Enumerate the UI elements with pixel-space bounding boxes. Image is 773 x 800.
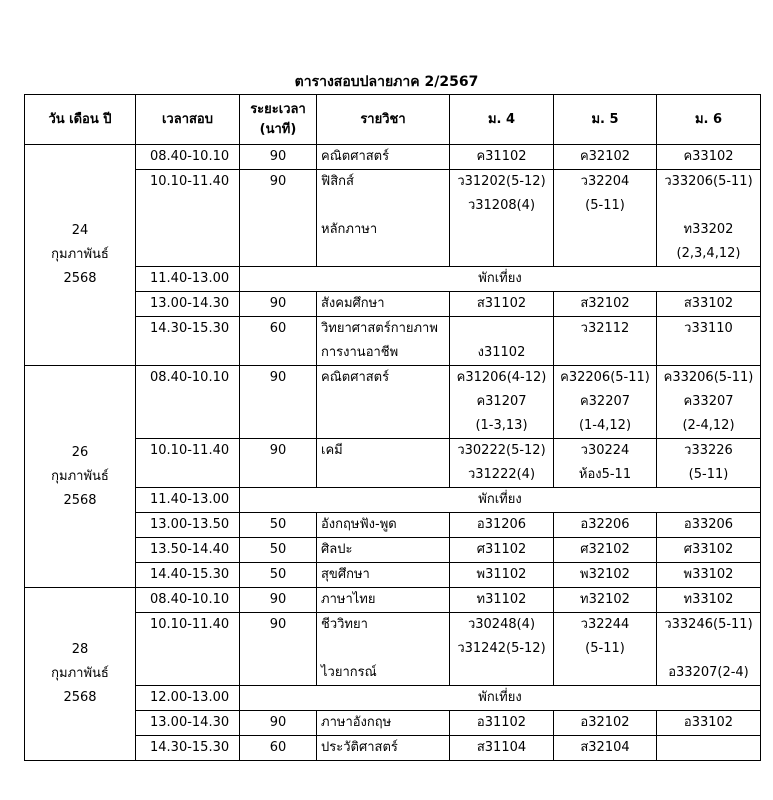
time-cell: 11.40-13.00 bbox=[136, 267, 240, 292]
m6-cell bbox=[657, 513, 761, 538]
m6-line: (2,3,4,12) bbox=[676, 246, 741, 261]
subject-cell bbox=[317, 366, 450, 439]
m6-line: ค33102 bbox=[683, 149, 734, 164]
m6-line: ท33202 bbox=[683, 222, 734, 237]
m6-line: ว33206(5-11) bbox=[664, 174, 753, 189]
m5-cell bbox=[554, 317, 657, 366]
m4-line: ส31102 bbox=[476, 296, 527, 311]
m5-line bbox=[558, 242, 652, 266]
m6-cell bbox=[657, 170, 761, 267]
m5-cell bbox=[554, 711, 657, 736]
m4-cell bbox=[450, 513, 554, 538]
header-m4: ม. 4 bbox=[450, 95, 554, 145]
m6-cell bbox=[657, 366, 761, 439]
m4-line: ว31242(5-12) bbox=[457, 641, 546, 656]
m5-line: ศ32102 bbox=[580, 542, 630, 557]
m4-line: อ31102 bbox=[476, 715, 527, 730]
m4-cell bbox=[450, 292, 554, 317]
m5-line bbox=[558, 661, 652, 685]
header-subject: รายวิชา bbox=[317, 95, 450, 145]
m4-cell bbox=[450, 736, 554, 761]
subject-cell bbox=[317, 145, 450, 170]
subject-line: หลักภาษา bbox=[321, 222, 378, 237]
exam-schedule-table bbox=[24, 94, 761, 761]
duration-cell: 90 bbox=[240, 366, 317, 439]
subject-line: ศิลปะ bbox=[321, 542, 353, 557]
m6-line bbox=[661, 637, 756, 661]
m5-cell bbox=[554, 292, 657, 317]
page-title: ตารางสอบปลายภาค 2/2567 bbox=[294, 74, 479, 90]
subject-line bbox=[321, 463, 445, 487]
table-row bbox=[25, 145, 761, 170]
date-day: 24 bbox=[71, 223, 89, 238]
m6-line: ว33226 bbox=[684, 443, 733, 458]
m4-line bbox=[454, 661, 549, 685]
lunch-break-cell: พักเที่ยง bbox=[240, 488, 761, 513]
m5-cell bbox=[554, 563, 657, 588]
m4-line: ว30248(4) bbox=[467, 617, 536, 632]
m6-line bbox=[661, 341, 756, 365]
subject-line: ฟิสิกส์ bbox=[321, 174, 354, 189]
m4-line bbox=[454, 218, 549, 242]
m5-cell bbox=[554, 170, 657, 267]
subject-line: วิทยาศาสตร์กายภาพ bbox=[321, 321, 438, 336]
header-row bbox=[25, 95, 761, 145]
m6-cell bbox=[657, 145, 761, 170]
date-month: กุมภาพันธ์ bbox=[51, 666, 109, 681]
m5-line: (1-4,12) bbox=[578, 418, 632, 433]
subject-cell bbox=[317, 588, 450, 613]
m6-line bbox=[661, 194, 756, 218]
subject-line: คณิตศาสตร์ bbox=[321, 149, 390, 164]
subject-line: ภาษาอังกฤษ bbox=[321, 715, 392, 730]
table-row bbox=[25, 588, 761, 613]
m4-cell bbox=[450, 317, 554, 366]
date-month: กุมภาพันธ์ bbox=[51, 247, 109, 262]
m5-cell bbox=[554, 538, 657, 563]
m5-line: ส32104 bbox=[580, 740, 630, 755]
duration-cell: 90 bbox=[240, 439, 317, 488]
subject-cell bbox=[317, 538, 450, 563]
header-duration-line2: (นาที) bbox=[259, 121, 297, 137]
subject-cell bbox=[317, 439, 450, 488]
subject-line: อังกฤษฟัง-พูด bbox=[321, 517, 397, 532]
m6-line: อ33102 bbox=[683, 715, 734, 730]
m5-line: ว32112 bbox=[580, 321, 630, 336]
m4-cell bbox=[450, 588, 554, 613]
m5-line: (5-11) bbox=[585, 641, 625, 656]
m4-line: ค31102 bbox=[476, 149, 527, 164]
table-row bbox=[25, 736, 761, 761]
date-cell bbox=[25, 366, 136, 588]
m5-line bbox=[558, 218, 652, 242]
subject-line: การงานอาชีพ bbox=[321, 345, 399, 360]
time-cell: 08.40-10.10 bbox=[136, 366, 240, 439]
m5-line: ห้อง5-11 bbox=[578, 467, 632, 482]
m4-line: (1-3,13) bbox=[475, 418, 528, 433]
m5-line: ว32204 bbox=[580, 174, 630, 189]
m4-line: ค31206(4-12) bbox=[456, 370, 547, 385]
lunch-break-cell: พักเที่ยง bbox=[240, 267, 761, 292]
header-time: เวลาสอบ bbox=[136, 95, 240, 145]
time-cell: 10.10-11.40 bbox=[136, 170, 240, 267]
time-cell: 10.10-11.40 bbox=[136, 613, 240, 686]
time-cell: 14.30-15.30 bbox=[136, 736, 240, 761]
m4-line: ค31207 bbox=[476, 394, 527, 409]
m4-cell bbox=[450, 439, 554, 488]
subject-cell bbox=[317, 711, 450, 736]
m5-cell bbox=[554, 513, 657, 538]
date-year: 2568 bbox=[63, 690, 97, 705]
date-year: 2568 bbox=[63, 492, 97, 508]
date-cell bbox=[25, 588, 136, 761]
table-row bbox=[25, 563, 761, 588]
m6-cell bbox=[657, 711, 761, 736]
m4-line: ศ31102 bbox=[476, 542, 527, 557]
table-row bbox=[25, 613, 761, 686]
subject-line: เคมี bbox=[321, 443, 343, 458]
date-day: 26 bbox=[71, 444, 89, 460]
subject-cell bbox=[317, 736, 450, 761]
duration-cell: 90 bbox=[240, 711, 317, 736]
date-month: กุมภาพันธ์ bbox=[51, 468, 109, 484]
m5-cell bbox=[554, 366, 657, 439]
subject-line bbox=[321, 414, 445, 438]
m5-line: อ32102 bbox=[580, 715, 630, 730]
table-row bbox=[25, 292, 761, 317]
m4-line: อ31206 bbox=[476, 517, 527, 532]
duration-cell: 90 bbox=[240, 292, 317, 317]
m5-line: ว30224 bbox=[580, 443, 630, 458]
header-m6: ม. 6 bbox=[657, 95, 761, 145]
table-row bbox=[25, 439, 761, 488]
time-cell: 13.00-13.50 bbox=[136, 513, 240, 538]
m4-cell bbox=[450, 538, 554, 563]
m4-cell bbox=[450, 613, 554, 686]
m5-line: ท32102 bbox=[580, 592, 630, 607]
m6-line: (5-11) bbox=[688, 467, 729, 482]
m4-cell bbox=[450, 563, 554, 588]
time-cell: 12.00-13.00 bbox=[136, 686, 240, 711]
m4-line: ส31104 bbox=[476, 740, 527, 755]
m5-cell bbox=[554, 588, 657, 613]
m6-line: อ33207(2-4) bbox=[668, 665, 749, 680]
header-duration bbox=[240, 95, 317, 145]
m4-line: ท31102 bbox=[476, 592, 527, 607]
m6-cell bbox=[657, 563, 761, 588]
m6-cell bbox=[657, 292, 761, 317]
m4-line: พ31102 bbox=[476, 567, 527, 582]
subject-cell bbox=[317, 613, 450, 686]
m4-line: ง31102 bbox=[477, 345, 526, 360]
subject-cell bbox=[317, 317, 450, 366]
m4-cell bbox=[450, 170, 554, 267]
m6-line: ค33206(5-11) bbox=[663, 370, 754, 385]
time-cell: 14.30-15.30 bbox=[136, 317, 240, 366]
time-cell: 08.40-10.10 bbox=[136, 145, 240, 170]
subject-line: คณิตศาสตร์ bbox=[321, 370, 390, 385]
duration-cell: 90 bbox=[240, 170, 317, 267]
m5-cell bbox=[554, 439, 657, 488]
subject-cell bbox=[317, 513, 450, 538]
m5-line: อ32206 bbox=[580, 517, 630, 532]
m4-cell bbox=[450, 711, 554, 736]
time-cell: 08.40-10.10 bbox=[136, 588, 240, 613]
lunch-row bbox=[25, 488, 761, 513]
subject-line: ชีววิทยา bbox=[321, 617, 368, 632]
date-year: 2568 bbox=[63, 271, 97, 286]
m5-line: ค32102 bbox=[579, 149, 631, 164]
m4-line bbox=[454, 317, 549, 341]
date-day: 28 bbox=[71, 642, 89, 657]
m6-line: ท33102 bbox=[683, 592, 734, 607]
table-row bbox=[25, 170, 761, 267]
m5-cell bbox=[554, 736, 657, 761]
table-row bbox=[25, 366, 761, 439]
m4-line: ว30222(5-12) bbox=[457, 443, 546, 458]
m5-line: ค32206(5-11) bbox=[560, 370, 650, 385]
subject-line: ภาษาไทย bbox=[321, 592, 376, 607]
m4-cell bbox=[450, 366, 554, 439]
m6-line: ค33207 bbox=[683, 394, 734, 409]
m6-line: ว33246(5-11) bbox=[664, 617, 753, 632]
m5-line bbox=[558, 341, 652, 365]
m4-cell bbox=[450, 145, 554, 170]
subject-cell bbox=[317, 170, 450, 267]
subject-line bbox=[321, 390, 445, 414]
duration-cell: 60 bbox=[240, 317, 317, 366]
duration-cell: 90 bbox=[240, 588, 317, 613]
time-cell: 13.50-14.40 bbox=[136, 538, 240, 563]
m4-line bbox=[454, 242, 549, 266]
table-row bbox=[25, 317, 761, 366]
m4-line: ว31202(5-12) bbox=[457, 174, 546, 189]
lunch-row bbox=[25, 267, 761, 292]
header-duration-line1: ระยะเวลา bbox=[250, 101, 306, 117]
time-cell: 10.10-11.40 bbox=[136, 439, 240, 488]
time-cell: 13.00-14.30 bbox=[136, 292, 240, 317]
duration-cell: 90 bbox=[240, 613, 317, 686]
m6-line: พ33102 bbox=[683, 567, 734, 582]
subject-line: ประวัติศาสตร์ bbox=[321, 740, 398, 755]
time-cell: 14.40-15.30 bbox=[136, 563, 240, 588]
m6-cell bbox=[657, 736, 761, 761]
subject-cell bbox=[317, 292, 450, 317]
subject-line bbox=[321, 194, 445, 218]
m5-line: พ32102 bbox=[580, 567, 630, 582]
m6-line: ว33110 bbox=[684, 321, 733, 336]
table-row bbox=[25, 513, 761, 538]
m4-line: ว31222(4) bbox=[467, 467, 536, 482]
m5-cell bbox=[554, 145, 657, 170]
subject-line: สังคมศึกษา bbox=[321, 296, 385, 311]
subject-line: ไวยากรณ์ bbox=[321, 665, 377, 680]
m6-line: ศ33102 bbox=[683, 542, 734, 557]
m6-line: อ33206 bbox=[683, 517, 734, 532]
m4-line: ว31208(4) bbox=[467, 198, 536, 213]
time-cell: 11.40-13.00 bbox=[136, 488, 240, 513]
header-date: วัน เดือน ปี bbox=[25, 95, 136, 145]
m5-line: ส32102 bbox=[580, 296, 630, 311]
date-cell bbox=[25, 145, 136, 366]
m6-cell bbox=[657, 317, 761, 366]
m6-line: (2-4,12) bbox=[682, 418, 735, 433]
m5-line: (5-11) bbox=[585, 198, 625, 213]
schedule-body bbox=[25, 145, 761, 761]
m6-line bbox=[661, 736, 756, 760]
time-cell: 13.00-14.30 bbox=[136, 711, 240, 736]
duration-cell: 50 bbox=[240, 563, 317, 588]
duration-cell: 60 bbox=[240, 736, 317, 761]
lunch-row bbox=[25, 686, 761, 711]
subject-line: สุขศึกษา bbox=[321, 567, 370, 582]
m6-cell bbox=[657, 588, 761, 613]
duration-cell: 90 bbox=[240, 145, 317, 170]
m6-line: ส33102 bbox=[683, 296, 734, 311]
m5-line: ค32207 bbox=[579, 394, 631, 409]
m6-cell bbox=[657, 613, 761, 686]
lunch-break-cell: พักเที่ยง bbox=[240, 686, 761, 711]
m5-cell bbox=[554, 613, 657, 686]
subject-line bbox=[321, 242, 445, 266]
subject-cell bbox=[317, 563, 450, 588]
m6-cell bbox=[657, 538, 761, 563]
table-row bbox=[25, 538, 761, 563]
duration-cell: 50 bbox=[240, 513, 317, 538]
table-row bbox=[25, 711, 761, 736]
header-m5: ม. 5 bbox=[554, 95, 657, 145]
m5-line: ว32244 bbox=[580, 617, 630, 632]
duration-cell: 50 bbox=[240, 538, 317, 563]
m6-cell bbox=[657, 439, 761, 488]
subject-line bbox=[321, 637, 445, 661]
